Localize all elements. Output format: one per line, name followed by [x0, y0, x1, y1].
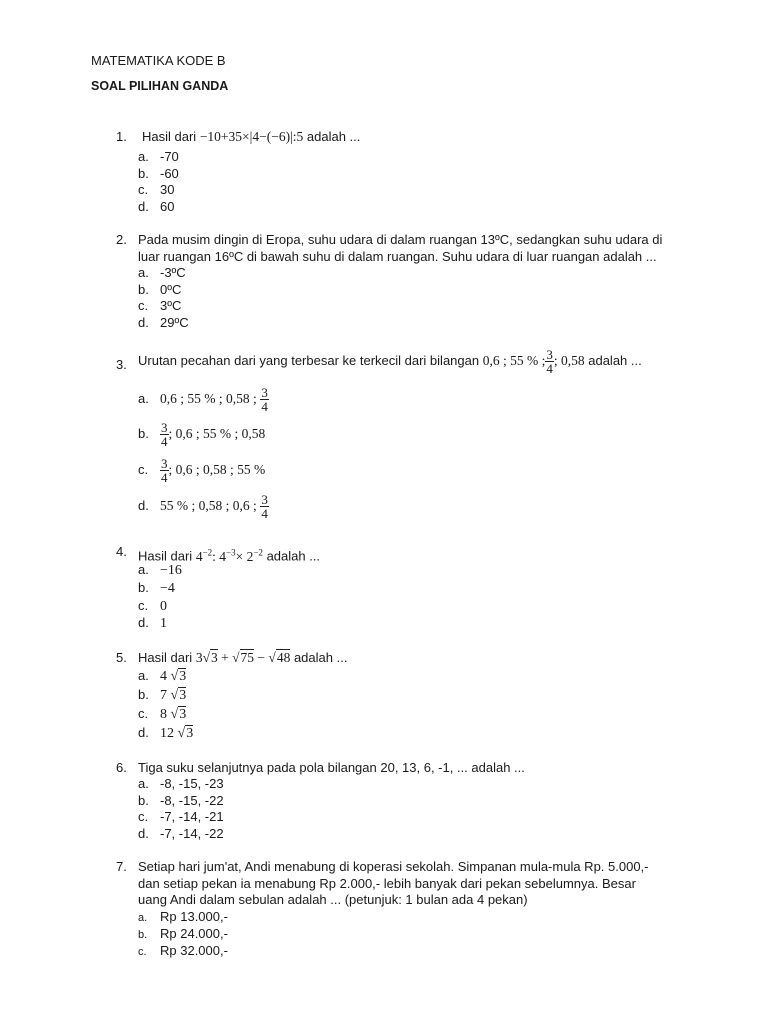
- option-c[interactable]: c. $\frac{3}{4}$ ; 0,6 ; 0,58 ; 55 %: [138, 456, 266, 485]
- option-b[interactable]: b. −4: [138, 580, 175, 596]
- question-number: 5.: [116, 650, 127, 665]
- option-d[interactable]: d. 1: [138, 615, 167, 631]
- question-number: 4.: [116, 544, 127, 559]
- option-c[interactable]: c. -7, -14, -21: [138, 809, 224, 824]
- fraction: $\frac{3}{4}$: [161, 420, 168, 449]
- math-expression: 3√3 + √75 − √48: [195, 650, 291, 665]
- document-title: MATEMATIKA KODE B: [91, 53, 226, 68]
- question-text: Setiap hari jum'at, Andi menabung di koperasi sekolah. Simpanan mula-mula Rp. 5.000,- dan setiap pekan ia menabung Rp 2.000,- lebih banyak dari pekan sebelumnya. Besar uang Andi dalam sebulan adalah ... (petunjuk: 1 bulan ada 4 pekan): [138, 859, 649, 907]
- option-b[interactable]: b. -8, -15, -22: [138, 793, 224, 808]
- option-c[interactable]: c. 0: [138, 598, 167, 614]
- option-a[interactable]: a. Rp 13.000,-: [138, 909, 228, 924]
- option-a[interactable]: a. 0,6 ; 55 % ; 0,58 ; $\frac{3}{4}$: [138, 385, 268, 414]
- question-text: Hasil dari −10+35×|4−(−6)|:5 adalah ...: [142, 129, 361, 144]
- option-a[interactable]: a. -8, -15, -23: [138, 776, 224, 791]
- option-b[interactable]: b. 7 √3: [138, 687, 187, 703]
- question-text: Urutan pecahan dari yang terbesar ke terkecil dari bilangan 0,6 ; 55 % ; $\frac{3}{4}$ ; 0,58 adalah ...: [138, 347, 642, 376]
- option-d[interactable]: d. 55 % ; 0,58 ; 0,6 ; $\frac{3}{4}$: [138, 492, 268, 521]
- option-a[interactable]: a. -3ºC: [138, 265, 186, 280]
- option-c[interactable]: c. 30: [138, 182, 175, 197]
- option-b[interactable]: b. -60: [138, 166, 179, 181]
- option-c[interactable]: c. Rp 32.000,-: [138, 943, 228, 958]
- option-c[interactable]: c. 3ºC: [138, 298, 182, 313]
- option-d[interactable]: d. 12 √3: [138, 725, 194, 741]
- math-expression: $4^{-2}$: $4^{-3}\times 2^{-2}$: [195, 547, 263, 564]
- option-b[interactable]: b. Rp 24.000,-: [138, 926, 228, 941]
- option-c[interactable]: c. 8 √3: [138, 706, 187, 722]
- question-number: 7.: [116, 859, 127, 874]
- option-d[interactable]: d. 60: [138, 199, 175, 214]
- question-text: Tiga suku selanjutnya pada pola bilangan 20, 13, 6, -1, ... adalah ...: [138, 760, 525, 775]
- option-a[interactable]: a. -70: [138, 149, 179, 164]
- question-number: 3.: [116, 357, 127, 372]
- section-title: SOAL PILIHAN GANDA: [91, 79, 229, 93]
- question-number: 6.: [116, 760, 127, 775]
- question-number: 1.: [116, 129, 127, 144]
- math-expression: −10+35×|4−(−6)|:5: [199, 129, 304, 144]
- question-number: 2.: [116, 232, 127, 247]
- fraction: $\frac{3}{4}$: [261, 492, 268, 521]
- fraction: $\frac{3}{4}$: [546, 347, 553, 376]
- question-text: Hasil dari $4^{-2}$: $4^{-3}\times 2^{-2}$ adalah ...: [138, 547, 321, 564]
- question-text: Hasil dari 3√3 + √75 − √48 adalah ...: [138, 650, 348, 665]
- option-d[interactable]: d. -7, -14, -22: [138, 826, 224, 841]
- option-d[interactable]: d. 29ºC: [138, 315, 189, 330]
- option-b[interactable]: b. $\frac{3}{4}$ ; 0,6 ; 55 % ; 0,58: [138, 420, 266, 449]
- question-text: Pada musim dingin di Eropa, suhu udara di dalam ruangan 13ºC, sedangkan suhu udara di luar ruangan 16ºC di bawah suhu di dalam ruangan. Suhu udara di luar ruangan adalah ...: [138, 232, 663, 264]
- fraction: $\frac{3}{4}$: [161, 456, 168, 485]
- option-a[interactable]: a. 4 √3: [138, 668, 187, 684]
- fraction: $\frac{3}{4}$: [261, 385, 268, 414]
- option-a[interactable]: a. −16: [138, 562, 182, 578]
- option-b[interactable]: b. 0ºC: [138, 282, 182, 297]
